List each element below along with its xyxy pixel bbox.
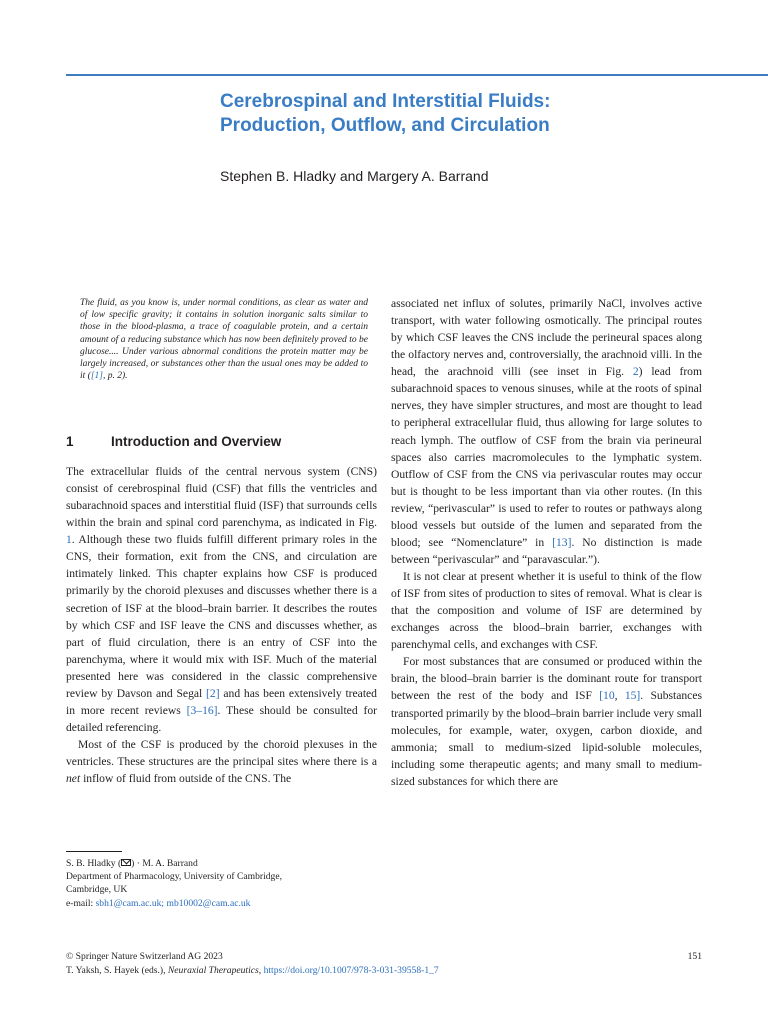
header-rule [66,74,768,76]
footnote-city: Cambridge, UK [66,884,128,896]
book-title: Neuraxial Therapeutics [167,964,259,976]
paragraph [66,736,377,787]
doi-link[interactable]: https://doi.org/10.1007/978-3-031-39558-1_7 [263,964,439,976]
citation-link[interactable]: [3–16] [186,703,218,717]
paragraph [391,295,702,568]
text-run: . No distinction is made between “perivascular” and “paravascular.”). [391,535,702,566]
footnote-department: Department of Pharmacology, University of Cambridge, [66,871,282,883]
section-number: 1 [66,434,74,449]
paragraph [391,653,702,790]
chapter-authors: Stephen B. Hladky and Margery A. Barrand [220,168,489,184]
emphasis: net [66,772,81,786]
text-run: Most of the CSF is produced by the choroid plexuses in the ventricles. These structures are the principal sites where there is a [66,738,377,769]
text-run: ) lead from subarachnoid spaces to venous sinuses, while at the roots of spinal nerves, they have simpler structures, and most are thought to lead to peripheral extracellular fluid, thus allowing for large solutes to reach lymph. The outflow of CSF from the brain via perineural spaces also carries macromolecules to the lymphatic system. Outflow of CSF from the CNS via perivascular routes may occur but is thought to be less important than via other routes. (In this review, “perivascular” is used to refer to routes or pathways along blood vessels but outside of the lumen and separated from the blood; see “Nomenclature” in [391,365,702,549]
figure-link[interactable]: 2 [632,365,639,379]
page-number: 151 [687,951,702,962]
left-column [66,463,377,787]
text-run: ) · M. A. Barrand [131,858,198,869]
paragraph [66,463,377,736]
citation-link[interactable]: [13] [552,535,572,549]
author-footnote [66,857,386,910]
copyright-line: © Springer Nature Switzerland AG 2023 [66,951,223,962]
text-run: For most substances that are consumed or produced within the brain, the blood–brain barrier is the dominant route for transport between the rest of the body and ISF [391,655,702,703]
text-run: T. Yaksh, S. Hayek (eds.), [66,964,168,976]
email-link[interactable]: sbh1@cam.ac.uk; mb10002@cam.ac.uk [95,897,251,909]
text-run: . Substances transported primarily by the blood–brain barrier include very small molecules, for example, water, oxygen, carbon dioxide, and ammonia; small to medium-sized lipid-soluble molecules, including some therapeutic agents; and many small to medium-sized substances for which there are [391,689,703,788]
text-run: . Although these two fluids fulfill different primary roles in the CNS, their formation, exit from the CNS, and circulation are intimately linked. This chapter explains how CSF is produced primarily by the choroid plexuses and discusses whether there is a secretion of ISF at the blood–brain barrier. It describes the routes by which CSF and ISF leave the CNS and discusses whether, as part of fluid circulation, there is an entry of CSF into the parenchyma, where it would mix with ISF. Much of the material presented here was considered in the classic comprehensive review by Davson and Segal [66,533,377,700]
text-run: S. B. Hladky ( [66,858,122,869]
chapter-title-line-2: Production, Outflow, and Circulation [220,115,550,136]
section-heading [66,433,376,451]
text-run: and has been extensively treated in more recent reviews [66,686,377,717]
chapter-title-line-1: Cerebrospinal and Interstitial Fluids: [220,91,551,112]
citation-link[interactable]: [2] [206,686,220,700]
text-run: The extracellular fluids of the central nervous system (CNS) consist of cerebrospinal fluid (CSF) that fills the ventricles and subarachnoid spaces and interstitial fluid (ISF) that surrounds cells within the brain and spinal cord parenchyma, as indicated in Fig. [66,465,377,530]
paragraph: It is not clear at present whether it is useful to think of the flow of ISF from sites of production to sites of removal. What is clear is that the composition and volume of ISF are determined by exchanges across the blood–brain barrier, exchanges with parenchymal cells, and exchanges with CSF. [391,570,702,652]
text-run: , [258,964,264,976]
imprint [66,950,706,977]
citation-link[interactable]: [1] [90,371,103,382]
citation-link[interactable]: [10 [599,689,615,703]
footnote-email-line [66,897,386,910]
epigraph-tail: , p. 2). [102,371,128,382]
chapter-title [220,90,740,138]
footnote-authors [66,857,386,870]
epigraph-quote [80,297,368,382]
figure-link[interactable]: 1 [66,533,72,547]
footnote-rule [66,851,122,852]
text-run: associated net influx of solutes, primarily NaCl, involves active transport, with water following osmotically. The principal routes by which CSF leaves the CNS include the perineural spaces along the olfactory nerves and, controversially, the arachnoid villi. In the head, the arachnoid villi (see inset in Fig. [391,297,702,379]
email-label: e-mail: [66,897,96,909]
section-title: Introduction and Overview [111,434,282,449]
envelope-icon [121,859,131,866]
text-run: inflow of fluid from outside of the CNS. The [80,772,292,786]
text-run: . These should be consulted for detailed referencing. [66,703,377,734]
right-column [391,295,702,790]
citation-line [66,964,706,978]
epigraph-text: The fluid, as you know is, under normal conditions, as clear as water and of low specific gravity; it contains in solution inorganic salts similar to those in the blood-plasma, a trace of coagulable protein, and a certain amount of a reducing substance which has now been definitely proved to be glucose.... Under various abnormal conditions the protein matter may be largely increased, or substances other than the usual ones may be added to it ( [80,298,368,382]
text-run: , [614,689,625,703]
citation-link[interactable]: 15] [624,689,641,703]
